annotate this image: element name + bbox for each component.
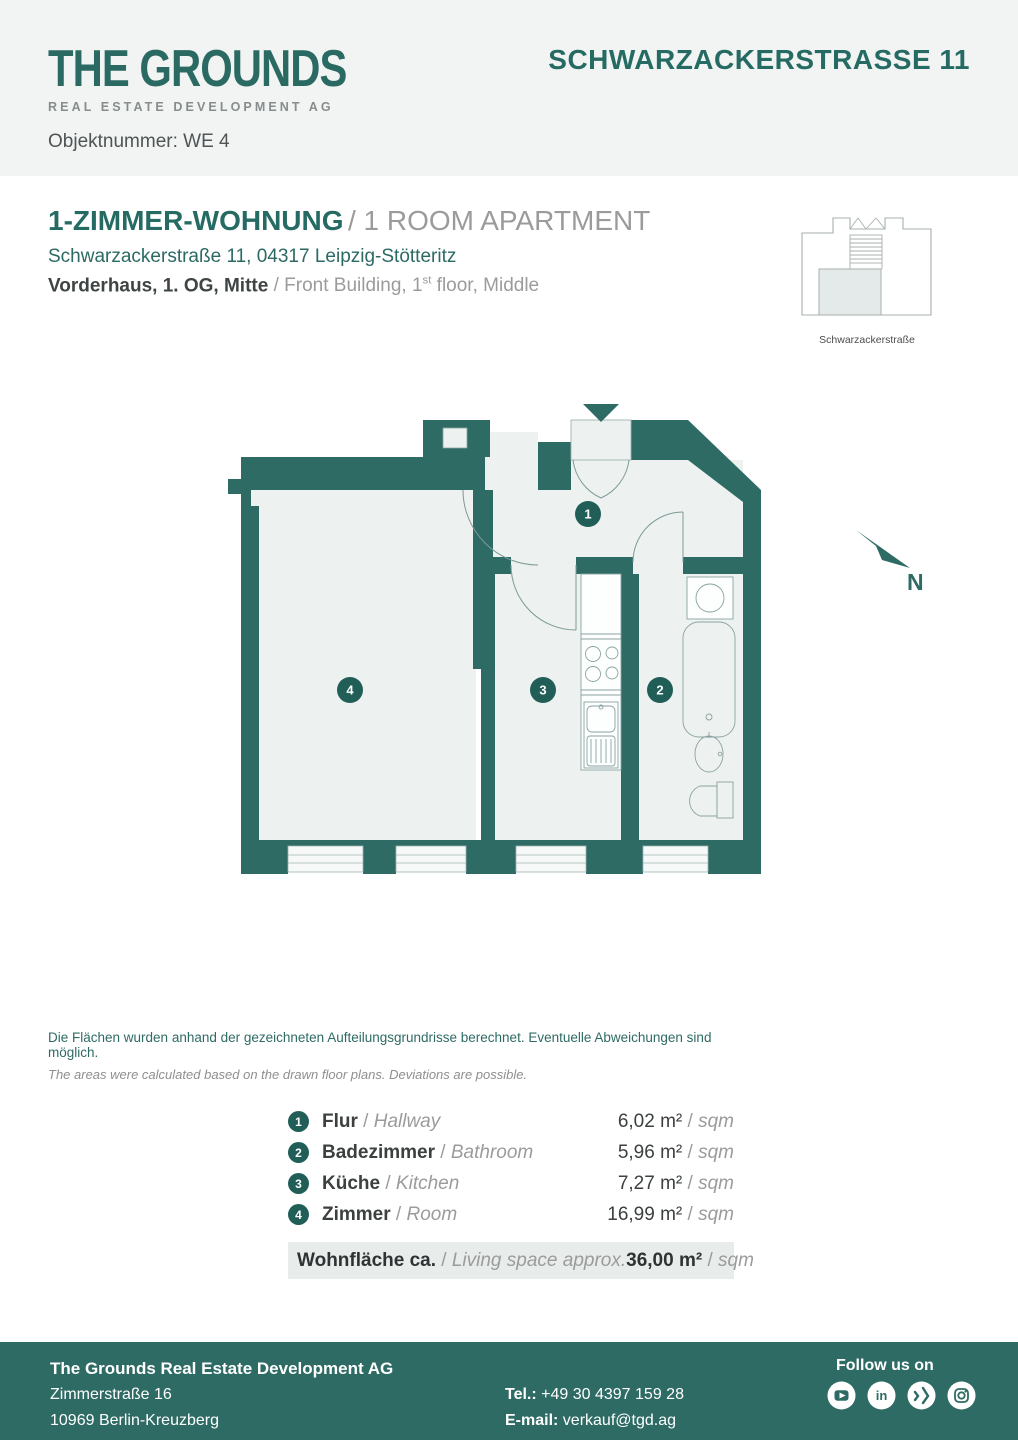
site-plan-drawing bbox=[792, 205, 942, 325]
page-title: SCHWARZACKERSTRASSE 11 bbox=[548, 44, 970, 75]
room-badge-room: 4 bbox=[346, 682, 354, 698]
room-badge-hallway: 1 bbox=[584, 506, 592, 522]
kitchen-sink-icon bbox=[584, 702, 618, 768]
listing-title-en: 1 ROOM APARTMENT bbox=[363, 205, 651, 236]
email-value: verkauf@tgd.ag bbox=[562, 1412, 676, 1429]
north-arrow-icon bbox=[850, 520, 940, 598]
youtube-icon[interactable] bbox=[827, 1381, 856, 1410]
footer-social-block bbox=[827, 1357, 976, 1410]
instagram-icon[interactable] bbox=[947, 1381, 976, 1410]
disclaimer bbox=[48, 1030, 748, 1082]
disclaimer-de: Die Flächen wurden anhand der gezeichneten Aufteilungsgrundrisse berechnet. Eventuelle Abweichungen sind möglich. bbox=[48, 1030, 712, 1060]
total-row: Wohnfläche ca. / Living space approx. 36,00 m² / sqm bbox=[288, 1242, 734, 1279]
listing-location: Vorderhaus, 1. OG, Mitte / Front Building, 1st floor, Middle bbox=[48, 275, 540, 297]
footer-address-block bbox=[50, 1356, 393, 1434]
xing-icon[interactable] bbox=[907, 1381, 936, 1410]
object-number: Objektnummer: WE 4 bbox=[48, 131, 230, 152]
logo-wordmark: THE GROUNDS bbox=[48, 40, 347, 98]
listing-address: Schwarzackerstraße 11, 04317 Leipzig-Stötteritz bbox=[48, 246, 457, 267]
table-row: 2 Badezimmer / Bathroom 5,96 m² / sqm bbox=[288, 1137, 734, 1168]
tel-label: Tel.: bbox=[505, 1386, 537, 1403]
tel-value: +49 30 4397 159 28 bbox=[541, 1386, 684, 1403]
table-row: 1 Flur / Hallway 6,02 m² / sqm bbox=[288, 1106, 734, 1137]
table-row: 4 Zimmer / Room 16,99 m² / sqm bbox=[288, 1199, 734, 1230]
site-plan bbox=[792, 205, 942, 346]
site-plan-street-label: Schwarzackerstraße bbox=[819, 334, 915, 346]
area-table bbox=[288, 1106, 754, 1279]
row-number-badge: 4 bbox=[288, 1204, 309, 1225]
email-label: E-mail: bbox=[505, 1412, 559, 1429]
listing-headline bbox=[48, 205, 650, 297]
social-icons bbox=[827, 1381, 976, 1410]
logo-subtitle: REAL ESTATE DEVELOPMENT AG bbox=[48, 100, 334, 114]
footer-city: 10969 Berlin-Kreuzberg bbox=[50, 1412, 219, 1429]
follow-label: Follow us on bbox=[836, 1357, 934, 1374]
floor-plan-drawing bbox=[228, 402, 768, 880]
svg-text:in: in bbox=[875, 1388, 888, 1403]
location-de: Vorderhaus, 1. OG, Mitte bbox=[48, 275, 269, 297]
header bbox=[0, 0, 1018, 176]
table-row: 3 Küche / Kitchen 7,27 m² / sqm bbox=[288, 1168, 734, 1199]
room-badge-kitchen: 3 bbox=[539, 682, 547, 698]
linkedin-icon[interactable] bbox=[867, 1381, 896, 1410]
footer-street: Zimmerstraße 16 bbox=[50, 1386, 172, 1403]
listing-title-de: 1-ZIMMER-WOHNUNG bbox=[48, 205, 344, 236]
disclaimer-en: The areas were calculated based on the drawn floor plans. Deviations are possible. bbox=[48, 1067, 528, 1082]
footer bbox=[0, 1342, 1018, 1440]
kitchen-counter bbox=[581, 574, 621, 770]
row-number-badge: 3 bbox=[288, 1173, 309, 1194]
company-logo bbox=[48, 40, 362, 114]
row-number-badge: 1 bbox=[288, 1111, 309, 1132]
listing-title: 1-ZIMMER-WOHNUNG / 1 ROOM APARTMENT bbox=[48, 205, 651, 236]
entrance-arrow-icon bbox=[583, 404, 619, 422]
north-label: N bbox=[907, 569, 924, 595]
washing-machine-icon bbox=[687, 577, 733, 619]
room-badge-bathroom: 2 bbox=[656, 682, 664, 698]
footer-contact-block bbox=[505, 1382, 684, 1434]
footer-company: The Grounds Real Estate Development AG bbox=[50, 1359, 394, 1378]
row-number-badge: 2 bbox=[288, 1142, 309, 1163]
